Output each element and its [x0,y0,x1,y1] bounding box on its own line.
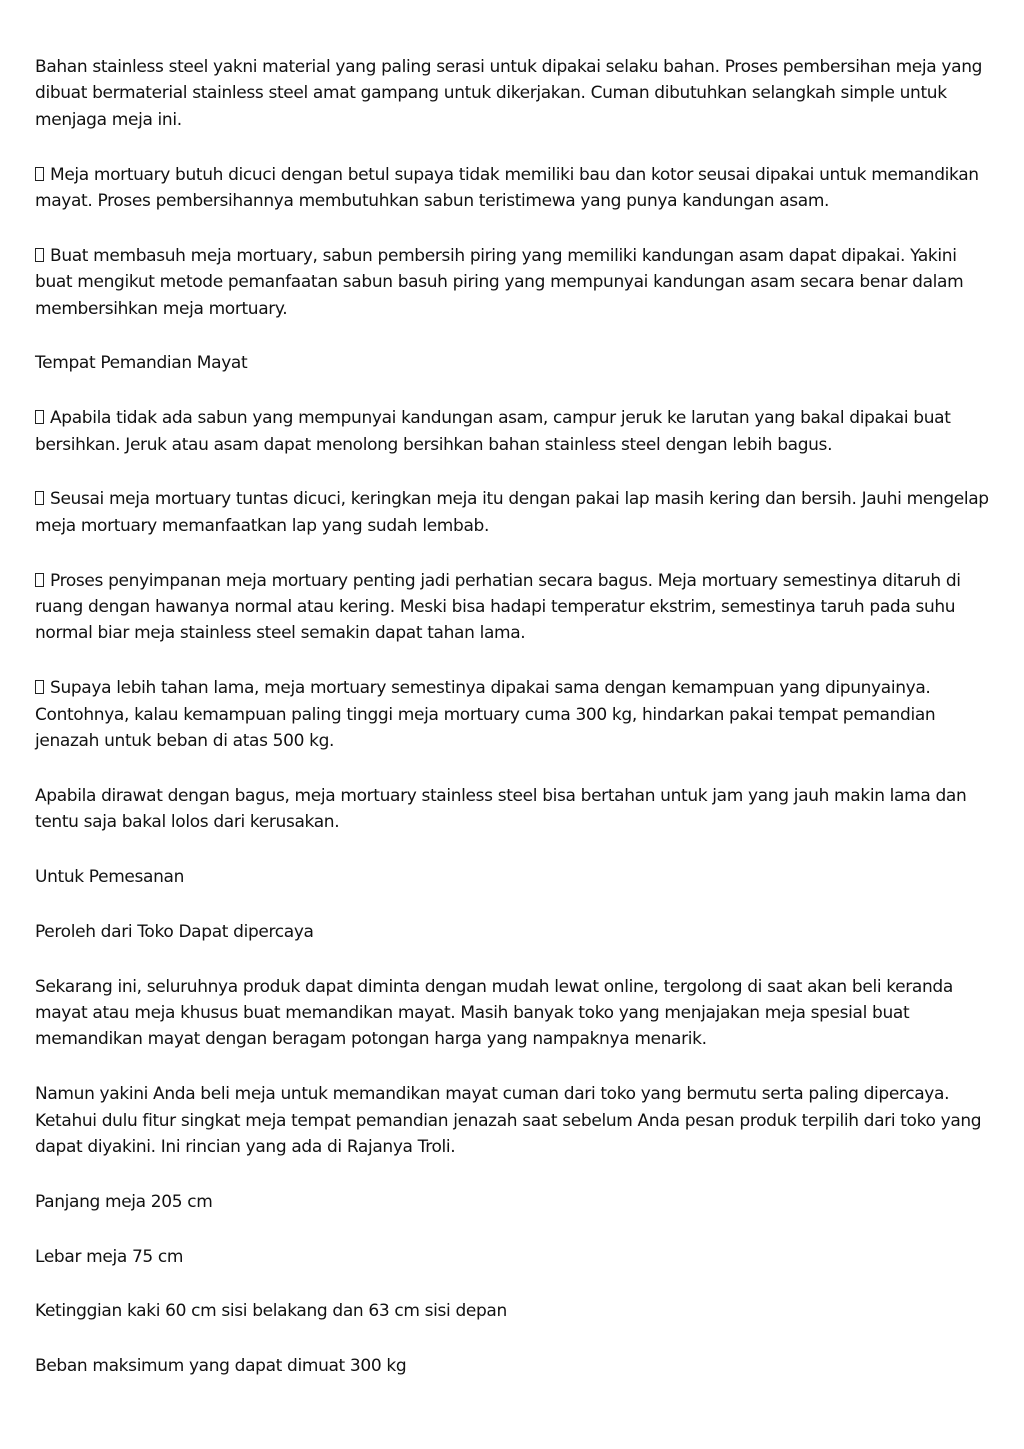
bullet-paragraph [35,162,995,215]
bullet-paragraph [35,405,995,458]
paragraph-text: Tempat Pemandian Mayat [35,353,248,374]
paragraph-text: Buat membasuh meja mortuary, sabun pembersih piring yang memiliki kandungan asam dapat dipakai. Yakini buat mengikut metode pemanfaatan sabun basuh piring yang mempunyai kandungan asam secara benar dalam membersihkan meja mortuary. [35,245,964,319]
paragraph-text: Lebar meja 75 cm [35,1246,184,1267]
bullet-paragraph [35,568,995,647]
paragraph-text: Proses penyimpanan meja mortuary penting jadi perhatian secara bagus. Meja mortuary semestinya ditaruh di ruang dengan hawanya normal atau kering. Meski bisa hadapi temperatur ekstrim, semestinya taruh pada suhu normal biar meja stainless steel semakin dapat tahan lama. [35,570,961,644]
paragraph-text: Seusai meja mortuary tuntas dicuci, keringkan meja itu dengan pakai lap masih kering dan bersih. Jauhi mengelap meja mortuary memanfaatkan lap yang sudah lembab. [35,489,989,536]
bullet-box-icon [35,680,44,694]
paragraph-text: Untuk Pemesanan [35,867,185,888]
section-heading [35,350,995,376]
paragraph-text: Apabila tidak ada sabun yang mempunyai kandungan asam, campur jeruk ke larutan yang bakal dipakai buat bersihkan. Jeruk atau asam dapat menolong bersihkan bahan stainless steel dengan lebih bagus. [35,408,951,455]
bullet-box-icon [35,248,44,262]
paragraph-text: Apabila dirawat dengan bagus, meja mortuary stainless steel bisa bertahan untuk jam yang jauh makin lama dan tentu saja bakal lolos dari kerusakan. [35,785,967,833]
bullet-paragraph [35,243,995,322]
paragraph-text: Ketinggian kaki 60 cm sisi belakang dan 63 cm sisi depan [35,1301,507,1322]
paragraph-text: Namun yakini Anda beli meja untuk memandikan mayat cuman dari toko yang bermutu serta paling dipercaya. Ketahui dulu fitur singkat meja tempat pemandian jenazah saat sebelum Anda pesan produk terpilih dari toko yang dapat diyakini. Ini rincian yang ada di Rajanya Troli. [35,1084,982,1158]
paragraph-text: Panjang meja 205 cm [35,1191,213,1212]
section-heading [35,919,995,945]
paragraph-text: Supaya lebih tahan lama, meja mortuary semestinya dipakai sama dengan kemampuan yang dipunyainya. Contohnya, kalau kemampuan paling tinggi meja mortuary cuma 300 kg, hindarkan pakai tempat pemandian jenazah untuk beban di atas 500 kg. [35,678,936,752]
spec-line [35,1244,995,1270]
document-page [35,54,995,1408]
bullet-box-icon [35,410,44,424]
bullet-box-icon [35,167,44,181]
paragraph-text: Bahan stainless steel yakni material yang paling serasi untuk dipakai selaku bahan. Proses pembersihan meja yang dibuat bermaterial stainless steel amat gampang untuk dikerjakan. Cuman dibutuhkan selangkah simple untuk menjaga meja ini. [35,57,983,130]
section-heading [35,864,995,890]
paragraph-text: Meja mortuary butuh dicuci dengan betul supaya tidak memiliki bau dan kotor seusai dipakai untuk memandikan mayat. Proses pembersihannya membutuhkan sabun teristimewa yang punya kandungan asam. [35,164,979,212]
bullet-paragraph [35,486,995,539]
paragraph [35,1081,995,1160]
paragraph-text: Sekarang ini, seluruhnya produk dapat diminta dengan mudah lewat online, tergolong di saat akan beli keranda mayat atau meja khusus buat memandikan mayat. Masih banyak toko yang menjajakan meja spesial buat memandikan mayat dengan beragam potongan harga yang nampaknya menarik. [35,976,953,1050]
spec-line [35,1353,995,1379]
paragraph [35,974,995,1053]
paragraph [35,54,995,133]
spec-line [35,1298,995,1324]
bullet-box-icon [35,491,44,505]
bullet-box-icon [35,573,44,587]
bullet-paragraph [35,675,995,754]
paragraph [35,783,995,836]
paragraph-text: Peroleh dari Toko Dapat dipercaya [35,921,314,942]
paragraph-text: Beban maksimum yang dapat dimuat 300 kg [35,1356,407,1377]
spec-line [35,1189,995,1215]
